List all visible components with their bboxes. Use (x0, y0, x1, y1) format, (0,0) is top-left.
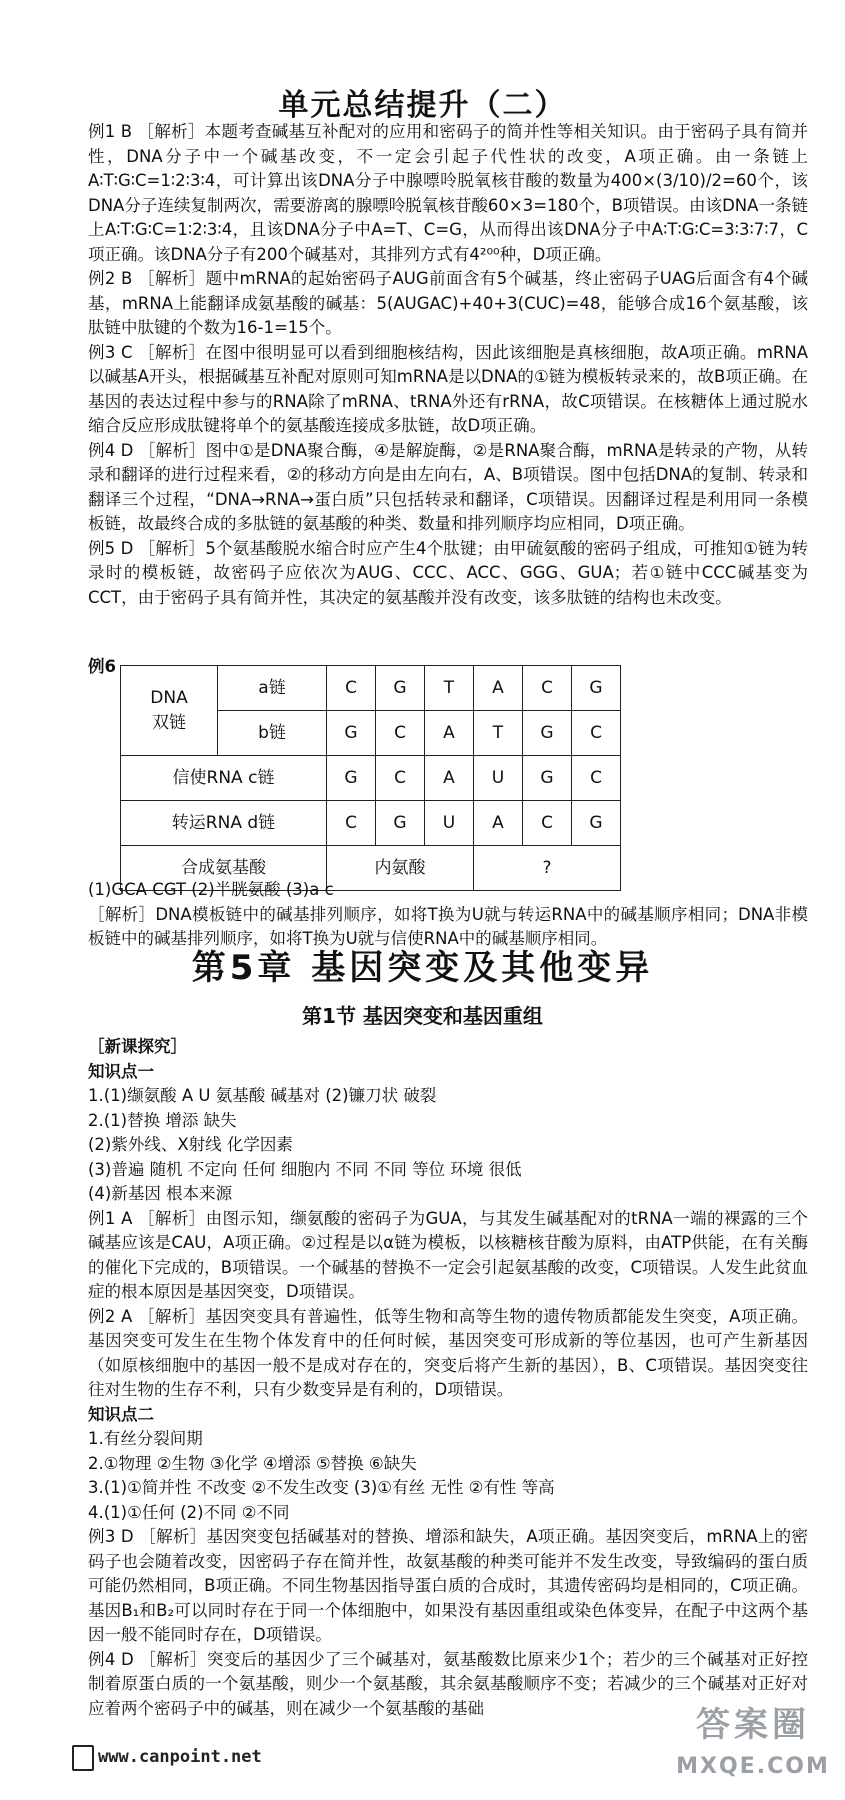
amino-acid-cell-unknown: ? (474, 846, 621, 891)
unit-title: 单元总结提升（二） (278, 88, 567, 123)
kp1-line: 1.(1)缬氨酸 A U 氨基酸 碱基对 (2)镰刀状 破裂 (88, 1086, 437, 1105)
amino-acid-label: 合成氨基酸 (121, 846, 327, 891)
base-cell: T (474, 711, 523, 756)
knowledge-point-2-title: 知识点二 (88, 1404, 154, 1424)
kp2-line: 2.①物理 ②生物 ③化学 ④增添 ⑤替换 ⑥缺失 (88, 1453, 417, 1473)
base-cell: G (572, 666, 621, 711)
base-cell: G (572, 801, 621, 846)
row-label: b链 (218, 711, 327, 756)
kp1-line: 2.(1)替换 增添 缺失 (88, 1110, 237, 1130)
watermark-line-2: MXQE.COM (676, 1754, 830, 1779)
base-cell: G (376, 801, 425, 846)
example-1-paragraph: 例1 B ［解析］本题考查碱基互补配对的应用和密码子的简并性等相关知识。由于密码子具有简并性，DNA分子中一个碱基改变，不一定会引起子代性状的改变，A项正确。由一条链上A∶T∶G∶C=1∶2∶3∶4，可计算出该DNA分子中腺嘌呤脱氧核苷酸的数量为400×(3/10)/2=60个，该DNA分子连续复制两次，需要游离的腺嘌呤脱氧核苷酸60×3=180个，B项错误。由该DNA一条链上A∶T∶G∶C=1∶2∶3∶4，且该DNA分子中A=T、C=G，从而得出该DNA分子中A∶T∶G∶C=3∶3∶7∶7，C项正确。该DNA分子有200个碱基对，其排列方式有4²⁰⁰种，D项正确。 (88, 122, 808, 264)
base-cell: G (523, 711, 572, 756)
base-cell: A (425, 711, 474, 756)
dna-double-strand-cell (121, 666, 218, 756)
unit-examples (88, 120, 808, 610)
kp2-line: 3.(1)①简并性 不改变 ②不发生改变 (3)①有丝 无性 ②有性 等高 (88, 1478, 555, 1497)
kp1-line: (3)普遍 随机 不定向 任何 细胞内 不同 不同 等位 环境 很低 (88, 1159, 522, 1179)
table-row (121, 801, 621, 846)
base-cell: A (474, 666, 523, 711)
kp1-line: (2)紫外线、X射线 化学因素 (88, 1135, 293, 1154)
base-cell: U (425, 801, 474, 846)
footer-url: www.canpoint.net (98, 1747, 262, 1767)
base-cell: C (523, 666, 572, 711)
book-icon (72, 1745, 94, 1771)
base-cell: C (327, 666, 376, 711)
knowledge-point-1-title: 知识点一 (88, 1061, 154, 1081)
base-cell: C (376, 711, 425, 756)
row-label: 信使RNA c链 (121, 756, 327, 801)
kp1-example-2: 例2 A ［解析］基因突变具有普遍性，低等生物和高等生物的遗传物质都能发生突变，A项正确。基因突变可发生在生物个体发育中的任何时候，基因突变可形成新的等位基因，也可产生新基因（如原核细胞中的基因一般不是成对存在的，突变后将产生新的基因），B、C项错误。基因突变往往对生物的生存不利，只有少数变异是有利的，D项错误。 (88, 1306, 808, 1399)
base-cell: U (474, 756, 523, 801)
table-row (121, 756, 621, 801)
amino-acid-cell: 内氨酸 (327, 846, 474, 891)
base-cell: G (376, 666, 425, 711)
base-cell: G (327, 711, 376, 756)
example-3-paragraph: 例3 C ［解析］在图中很明显可以看到细胞核结构，因此该细胞是真核细胞，故A项正确。mRNA以碱基A开头，根据碱基互补配对原则可知mRNA是以DNA的①链为模板转录来的，故B项正确。在基因的表达过程中参与的RNA除了mRNA、tRNA外还有rRNA，故C项错误。在核糖体上通过脱水缩合反应形成肽键将单个的氨基酸连接成多肽链，故D项正确。 (88, 342, 808, 435)
watermark-logo (668, 1700, 838, 1792)
kp1-line: (4)新基因 根本来源 (88, 1184, 233, 1203)
example-2-paragraph: 例2 B ［解析］题中mRNA的起始密码子AUG前面含有5个碱基，终止密码子UAG后面含有4个碱基，mRNA上能翻译成氨基酸的碱基：5(AUGAC)+40+3(CUC)=48，能够合成16个氨基酸，该肽链中肽键的个数为16-1=15个。 (88, 269, 808, 337)
example-6-analysis: ［解析］DNA模板链中的碱基排列顺序，如将T换为U就与转运RNA中的碱基顺序相同；DNA非模板链中的碱基排列顺序，如将T换为U就与信使RNA中的碱基顺序相同。 (88, 904, 808, 948)
row-label: a链 (218, 666, 327, 711)
base-cell: C (572, 711, 621, 756)
lesson-header: ［新课探究］ (88, 1037, 187, 1056)
kp2-line: 1.有丝分裂间期 (88, 1429, 203, 1448)
base-cell: C (327, 801, 376, 846)
table-row (121, 666, 621, 711)
example-6-label: 例6 (88, 657, 116, 676)
chapter-title: 第5章 基因突变及其他变异 (191, 948, 654, 988)
kp1-example-1: 例1 A ［解析］由图示知，缬氨酸的密码子为GUA，与其发生碱基配对的tRNA一端的裸露的三个碱基应该是CAU，A项正确。②过程是以α链为模板，以核糖核苷酸为原料，由ATP供能，在有关酶的催化下完成的，B项错误。一个碱基的替换不一定会引起氨基酸的改变，C项错误。人发生此贫血症的根本原因是基因突变，D项错误。 (88, 1208, 808, 1301)
example-4-paragraph: 例4 D ［解析］图中①是DNA聚合酶，④是解旋酶，②是RNA聚合酶，mRNA是转录的产物，从转录和翻译的进行过程来看，②的移动方向是由左向右，A、B项错误。图中包括DNA的复制、转录和翻译三个过程，“DNA→RNA→蛋白质”只包括转录和翻译，C项错误。因翻译过程是利用同一条模板链，故最终合成的多肽链的氨基酸的种类、数量和排列顺序均应相同，D项正确。 (88, 440, 808, 533)
base-cell: T (425, 666, 474, 711)
kp2-example-3: 例3 D ［解析］基因突变包括碱基对的替换、增添和缺失，A项正确。基因突变后，mRNA上的密码子也会随着改变，因密码子存在简并性，故氨基酸的种类可能并不发生改变，导致编码的蛋白质可能仍然相同，B项正确。不同生物基因指导蛋白质的合成时，其遗传密码均是相同的，C项正确。基因B₁和B₂可以同时存在于同一个体细胞中，如果没有基因重组或染色体变异，在配子中这两个基因一般不能同时存在，D项错误。 (88, 1527, 808, 1644)
example-5-paragraph: 例5 D ［解析］5个氨基酸脱水缩合时应产生4个肽键；由甲硫氨酸的密码子组成，可推知①链为转录时的模板链，故密码子应依次为AUG、CCC、ACC、GGG、GUA；若①链中CCC碱基变为CCT，由于密码子具有简并性，其决定的氨基酸并没有改变，该多肽链的结构也未改变。 (88, 538, 808, 607)
base-cell: C (572, 756, 621, 801)
base-cell: C (523, 801, 572, 846)
kp2-line: 4.(1)①任何 (2)不同 ②不同 (88, 1502, 290, 1522)
base-cell: C (376, 756, 425, 801)
section-title: 第1节 基因突变和基因重组 (302, 1004, 543, 1028)
lesson-block (88, 1035, 808, 1721)
row-label: 转运RNA d链 (121, 801, 327, 846)
base-cell: G (523, 756, 572, 801)
base-cell: A (474, 801, 523, 846)
base-cell: G (327, 756, 376, 801)
dna-label: DNA (150, 688, 188, 708)
kp2-example-4: 例4 D ［解析］突变后的基因少了三个碱基对，氨基酸数比原来少1个；若少的三个碱基对正好控制着原蛋白质的一个氨基酸，则少一个氨基酸，其余氨基酸顺序不变；若减少的三个碱基对正好对应着两个密码子中的碱基，则在减少一个氨基酸的基础 (88, 1649, 808, 1718)
base-cell: A (425, 756, 474, 801)
codon-table (120, 665, 621, 891)
example-6-answer: (1)GCA CGT (2)半胱氨酸 (3)a c (88, 880, 334, 899)
double-strand-label: 双链 (152, 712, 186, 733)
watermark-line-1: 答案圈 (696, 1705, 810, 1745)
